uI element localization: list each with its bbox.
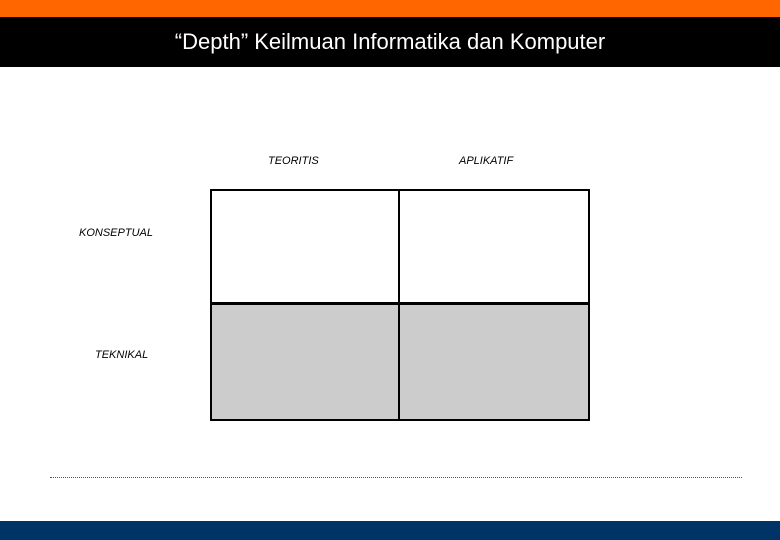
column-label-aplikatif: APLIKATIF xyxy=(459,155,514,167)
depth-matrix xyxy=(210,189,590,421)
footer-divider xyxy=(50,477,742,478)
row-label-teknikal: TEKNIKAL xyxy=(95,349,149,361)
cell-teknikal-aplikatif xyxy=(400,305,588,419)
cell-konseptual-aplikatif xyxy=(400,191,588,305)
title-bar xyxy=(0,17,780,67)
column-label-teoritis: TEORITIS xyxy=(268,155,319,167)
slide-title: “Depth” Keilmuan Informatika dan Komputer xyxy=(174,29,606,54)
top-accent-stripe xyxy=(0,0,780,17)
row-label-konseptual: KONSEPTUAL xyxy=(79,227,153,239)
cell-konseptual-teoritis xyxy=(212,191,400,305)
cell-teknikal-teoritis xyxy=(212,305,400,419)
bottom-bar xyxy=(0,521,780,540)
